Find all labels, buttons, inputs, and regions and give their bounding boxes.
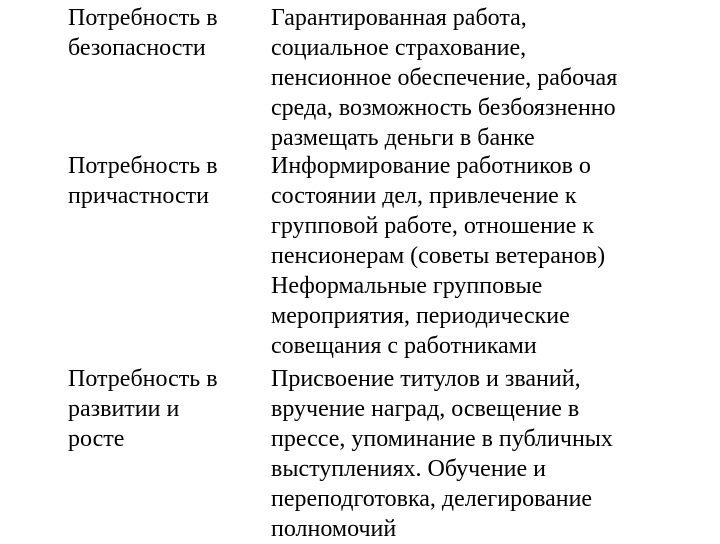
measures-cell-safety: Гарантированная работа, социальное страхование, пенсионное обеспечение, рабочая среда, возможность безбоязненно размещать деньги в банке [271,5,618,151]
need-cell-growth: Потребность в развитии и росте [68,366,218,452]
need-cell-belonging: Потребность в причастности [68,153,218,209]
measures-cell-growth: Присвоение титулов и званий, вручение наград, освещение в прессе, упоминание в публичных выступлениях. Обучение и переподготовка, делегирование полномочий [271,366,613,542]
measures-cell-belonging: Информирование работников о состоянии дел, привлечение к групповой работе, отношение к пенсионерам (советы ветеранов) Неформальные групповые мероприятия, периодические совещания с работниками [271,153,606,359]
need-cell-safety: Потребность в безопасности [68,5,218,61]
